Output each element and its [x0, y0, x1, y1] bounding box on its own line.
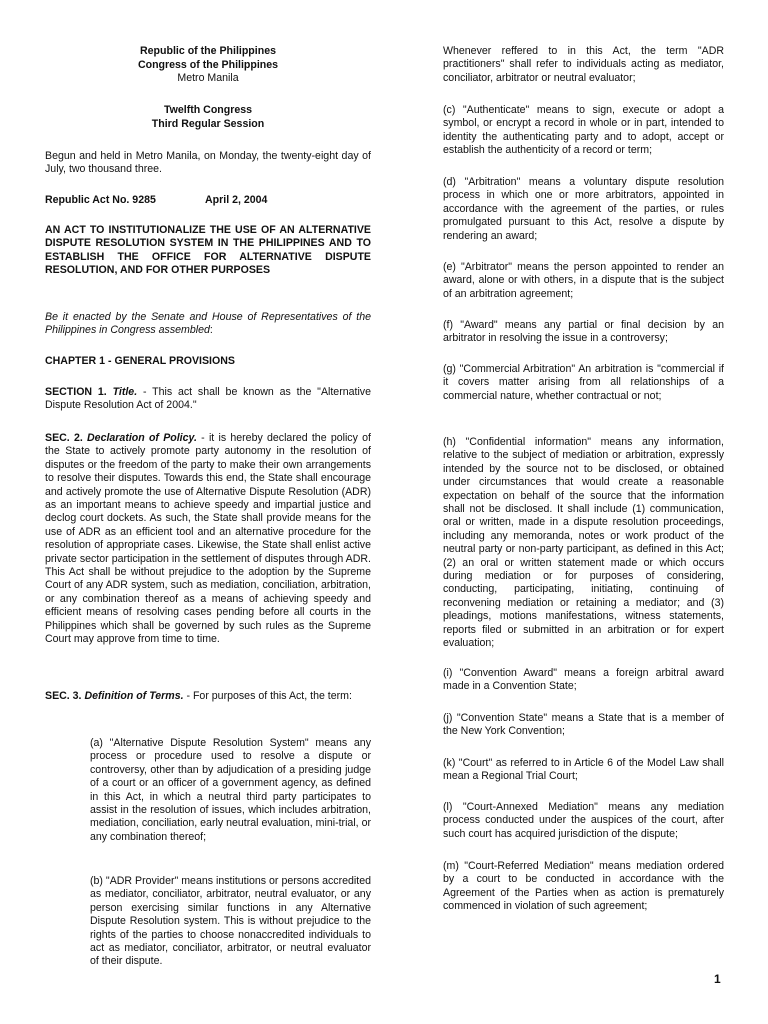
act-date: April 2, 2004: [205, 194, 268, 206]
header-republic: Republic of the Philippines: [140, 45, 276, 57]
definition-m: (m) "Court-Referred Mediation" means mediation ordered by a court to be conducted in accordance with the Agreement of the Parties when as action is prematurely commenced in violation of such agreement;: [443, 860, 724, 913]
definition-h: (h) "Confidential information" means any information, relative to the subject of mediation or arbitration, expressly intended by the source not to be disclosed, or obtained under circumstances that would create a reasonable expectation on behalf of the source that the information shall not be disclosed. It shall include (1) communication, oral or written, made in a dispute resolution proceedings, including any memoranda, notes or work product of the neutral party or non-party participant, as defined in this Act; (2) an oral or written statement made or which occurs during mediation or for purposes of considering, conducting, participating, initiating, continuing of reconvening mediation or retaining a mediator; and (3) pleadings, motions manifestations, witness statements, reports filed or submitted in an arbitration or for expert evaluation;: [443, 436, 724, 650]
session-name: Third Regular Session: [151, 118, 265, 130]
definition-f: (f) "Award" means any partial or final decision by an arbitrator in resolving the issue in a controversy;: [443, 319, 724, 345]
act-line: [45, 194, 371, 207]
header-location: Metro Manila: [177, 72, 239, 84]
definition-c: (c) "Authenticate" means to sign, execute or adopt a symbol, or encrypt a record in whole or in part, intended to identity the authenticating party and to adopt, accept or establish the authenticity of a record or term;: [443, 104, 724, 157]
definition-l: (l) "Court-Annexed Mediation" means any mediation process conducted under the auspices of the court, after such court has acquired jurisdiction of the dispute;: [443, 801, 724, 840]
section-1: SECTION 1. Title. - This act shall be known as the "Alternative Dispute Resolution Act of 2004.": [45, 386, 371, 412]
definition-a: (a) "Alternative Dispute Resolution System" means any process or procedure used to resolve a dispute or controversy, other than by adjudication of a presiding judge of a court or an officer of a government agency, as defined in this Act, in which a neutral third party participates to assist in the resolution of issues, which includes arbitration, mediation, conciliation, early neutral evaluation, mini-trial, or any combination thereof;: [90, 737, 371, 843]
page-number: 1: [714, 972, 721, 986]
enacting-clause: Be it enacted by the Senate and House of Representatives of the Philippines in Congress assembled:: [45, 311, 371, 337]
definition-b: (b) "ADR Provider" means institutions or persons accredited as mediator, conciliator, arbitrator, neutral evaluator, or any person exercising similar functions in any Alternative Dispute Resolution system. This is without prejudice to the rights of the parties to choose nonaccredited individuals to act as mediator, conciliator, arbitrator, or neutral evaluator of their dispute.: [90, 875, 371, 968]
act-title: AN ACT TO INSTITUTIONALIZE THE USE OF AN ALTERNATIVE DISPUTE RESOLUTION SYSTEM IN THE PHILIPPINES AND TO ESTABLISH THE OFFICE FOR ALTERNATIVE DISPUTE RESOLUTION, AND FOR OTHER PURPOSES: [45, 224, 371, 277]
definition-j: (j) "Convention State" means a State that is a member of the New York Convention;: [443, 712, 724, 738]
section-3: SEC. 3. Definition of Terms. - For purposes of this Act, the term:: [45, 690, 352, 702]
adr-practitioners: Whenever reffered to in this Act, the term "ADR practitioners" shall refer to individuals acting as mediator, conciliator, arbitrator or neutral evaluator;: [443, 45, 724, 84]
act-number: Republic Act No. 9285: [45, 194, 156, 206]
definition-i: (i) "Convention Award" means a foreign arbitral award made in a Convention State;: [443, 667, 724, 693]
definition-k: (k) "Court" as referred to in Article 6 of the Model Law shall mean a Regional Trial Court;: [443, 757, 724, 783]
definition-e: (e) "Arbitrator" means the person appointed to render an award, alone or with others, in a dispute that is the subject of an arbitration agreement;: [443, 261, 724, 300]
section-2: SEC. 2. Declaration of Policy. - it is hereby declared the policy of the State to actively promote party autonomy in the resolution of disputes or the freedom of the party to make their own arrangements to resolve their disputes. Towards this end, the State shall encourage and actively promote the use of Alternative Dispute Resolution (ADR) as an important means to achieve speedy and impartial justice and declog court dockets. As such, the State shall provide means for the use of ADR as an efficient tool and an alternative procedure for the resolution of appropriate cases. Likewise, the State shall enlist active private sector participation in the settlement of disputes through ADR. This Act shall be without prejudice to the adoption by the Supreme Court of any ADR system, such as mediation, conciliation, arbitration, or any combination thereof as a means of achieving speedy and efficient means of resolving cases pending before all courts in the Philippines which shall be governed by such rules as the Supreme Court may approve from time to time.: [45, 432, 371, 646]
definition-d: (d) "Arbitration" means a voluntary dispute resolution process in which one or more arbitrators, appointed in accordance with the agreement of the parties, or rules promulgated pursuant to this Act, resolve a dispute by rendering an award;: [443, 176, 724, 242]
definition-g: (g) "Commercial Arbitration" An arbitration is "commercial if it covers matter arising from all relationships of a commercial nature, whether contractual or not;: [443, 363, 724, 402]
header-congress: Congress of the Philippines: [137, 59, 279, 71]
begun-statement: Begun and held in Metro Manila, on Monday, the twenty-eight day of July, two thousand three.: [45, 150, 371, 176]
chapter-heading: CHAPTER 1 - GENERAL PROVISIONS: [45, 355, 235, 367]
congress-number: Twelfth Congress: [163, 104, 253, 116]
